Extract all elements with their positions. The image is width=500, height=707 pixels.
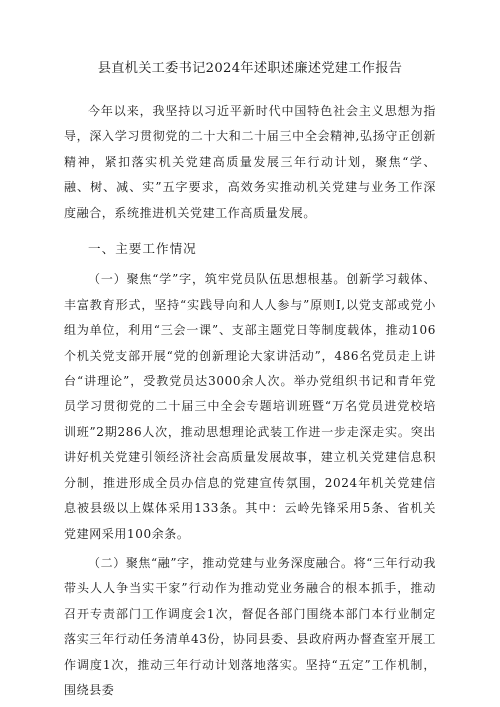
body-paragraph-1: （一）聚焦“学”字，筑牢党员队伍思想根基。创新学习载体、丰富教育形式，坚持“实践导向和人人参与”原则I,以党支部或党小组为单位，利用“三会一课”、支部主题党日等制度载体，推动106个机关党支部开展“党的创新理论大家讲活动”，486名党员走上讲台“讲理论”，受教党员达3000余人次。举办党组织书记和青年党员学习贯彻党的二十届三中全会专题培训班暨“万名党员进党校培训班”2期286人次，推动思想理论武装工作进一步走深走实。突出讲好机关党建引领经济社会高质量发展故事，建立机关党建信息积分制，推进形成全员办信息的党建宣传氛围，2024年机关党建信息被县级以上媒体采用133条。其中：云岭先锋采用5条、省机关党建网采用100余条。 <box>64 272 436 541</box>
document-title: 县直机关工委书记2024年述职述廉述党建工作报告 <box>97 61 403 76</box>
section-heading: 一、主要工作情况 <box>88 241 197 257</box>
body-paragraph-2: （二）聚焦“融”字，推动党建与业务深度融合。将“三年行动我带头人人争当实干家”行动作为推动党业务融合的根本抓手，推动召开专责部门工作调度会1次，督促各部门围绕本部门本行业制定落实三年行动任务清单43份，协同县委、县政府两办督查室开展工作调度1次，推动三年行动计划落地落实。坚持“五定”工作机制，围绕县委 <box>64 555 436 697</box>
intro-paragraph: 今年以来，我坚持以习近平新时代中国特色社会主义思想为指导，深入学习贯彻党的二十大和二十届三中全会精神,弘扬守正创新精神，紧扣落实机关党建高质量发展三年行动计划，聚焦“学、融、树、减、实”五字要求，高效务实推动机关党建与业务工作深度融合，系统推进机关党建工作高质量发展。 <box>64 104 436 220</box>
